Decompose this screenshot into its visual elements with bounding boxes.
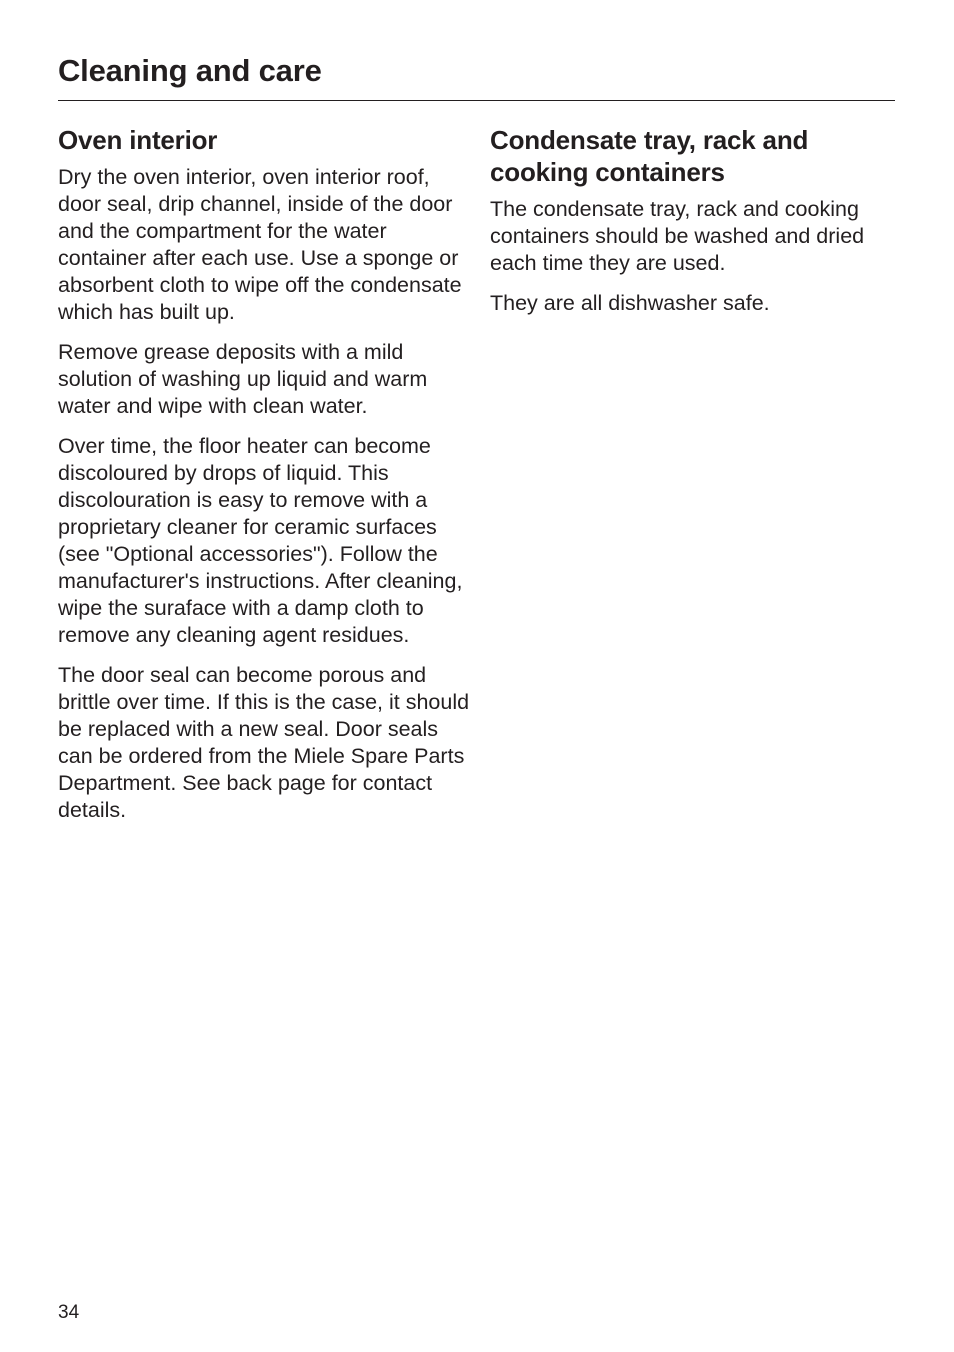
oven-interior-section [58,124,470,837]
title-divider [58,100,895,101]
page-number: 34 [58,1302,80,1323]
oven-interior-paragraph-4: The door seal can become porous and brittle over time. If this is the case, it should be replaced with a new seal. Door seals can be ordered from the Miele Spare Parts Department. See back page for contact details. [58,663,470,822]
condensate-tray-paragraph-1: The condensate tray, rack and cooking containers should be washed and dried each time they are used. [490,197,865,275]
condensate-tray-heading: Condensate tray, rack and cooking containers [490,125,809,187]
oven-interior-paragraph-1: Dry the oven interior, oven interior roof, door seal, drip channel, inside of the door and the compartment for the water container after each use. Use a sponge or absorbent cloth to wipe off the condensate which has built up. [58,165,462,324]
oven-interior-paragraph-3: Over time, the floor heater can become discoloured by drops of liquid. This discolouration is easy to remove with a proprietary cleaner for ceramic surfaces (see "Optional accessories"). Follow the manufacturer's instructions. After cleaning, wipe the suraface with a damp cloth to remove any cleaning agent residues. [58,434,463,647]
page-title: Cleaning and care [58,53,322,88]
oven-interior-paragraph-2: Remove grease deposits with a mild solution of washing up liquid and warm water and wipe with clean water. [58,340,428,418]
oven-interior-heading: Oven interior [58,125,218,155]
condensate-tray-paragraph-2: They are all dishwasher safe. [490,291,770,315]
condensate-tray-section [490,124,900,330]
